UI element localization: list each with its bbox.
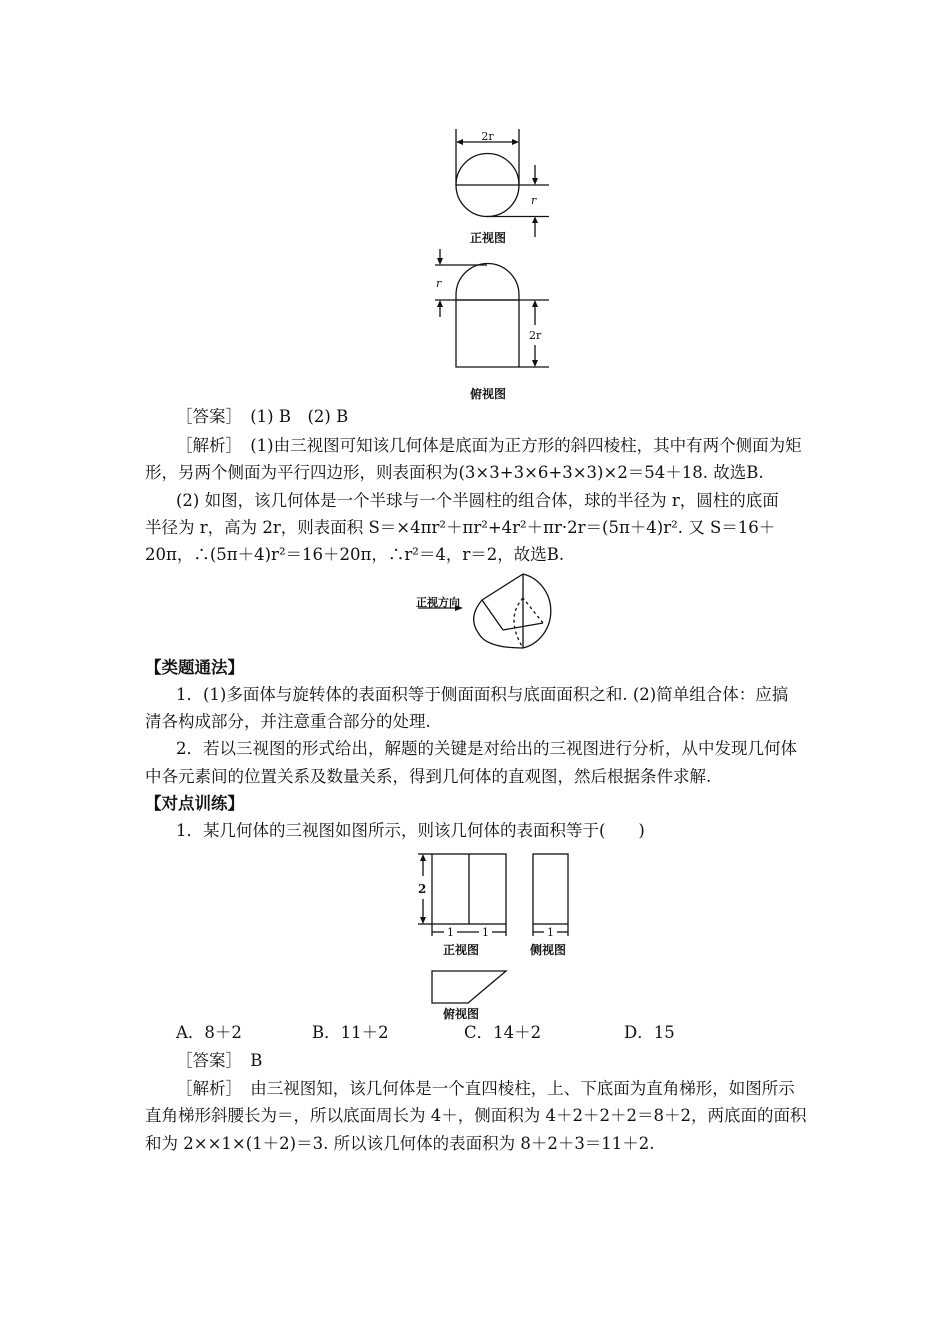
top-view-figure [425,245,565,380]
top-view-caption: 俯视图 [470,387,507,401]
analysis-1-line-1: ［解析］ (1)由三视图可知该几何体是底面为正方形的斜四棱柱，其中有两个侧面为矩 [176,436,802,455]
view-direction-label: 正视方向 [416,596,460,609]
analysis-2-line-1: (2) 如图，该几何体是一个半球与一个半圆柱的组合体，球的半径为 r，圆柱的底面 [176,491,779,510]
method-2-line-1: 2．若以三视图的形式给出，解题的关键是对给出的三视图进行分析，从中发现几何体 [176,739,797,758]
dim-2r-label: 2r [481,130,494,143]
dim-r-label: r [531,194,537,207]
side-width-dim-label: 1 [547,926,554,939]
height-dim-label: 2 [418,882,427,896]
top-view-caption-2: 俯视图 [443,1007,480,1021]
three-view-figure [410,845,580,1015]
width-dim-2-label: 1 [482,926,489,939]
front-view-caption: 正视图 [470,231,507,245]
dim-r-label-2: r [436,277,442,290]
option-d: D．15 [624,1023,675,1042]
method-1-line-2: 清各构成部分，并注意重合部分的处理. [145,712,431,731]
heading-training: 【对点训练】 [145,794,244,813]
option-a: A．8＋2 [176,1023,242,1042]
side-view-caption: 侧视图 [530,943,567,957]
front-view-caption-2: 正视图 [443,943,480,957]
option-b: B．11＋2 [312,1023,389,1042]
answer-1: ［答案］ (1) B (2) B [176,407,349,426]
solid-figure [415,568,575,653]
analysis-1-line-2: 形，另两个侧面为平行四边形，则表面积为(3×3+3×6+3×3)×2＝54＋18. 故选B. [145,463,764,482]
method-1-line-1: 1．(1)多面体与旋转体的表面积等于侧面面积与底面面积之和. (2)简单组合体：应搞 [176,685,789,704]
dim-2r-label-2: 2r [529,329,542,342]
question-1: 1．某几何体的三视图如图所示，则该几何体的表面积等于( ) [176,821,645,840]
analysis-2-line-2: 半径为 r，高为 2r，则表面积 S＝×4πr²＋πr²+4r²＋πr·2r＝(5π＋4)r². 又 S＝16＋ [145,518,776,537]
option-c: C．14＋2 [464,1023,542,1042]
analysis-3-line-2: 直角梯形斜腰长为＝，所以底面周长为 4＋，侧面积为 4＋2＋2＋2＝8＋2，两底面的面积 [145,1106,807,1125]
method-2-line-2: 中各元素间的位置关系及数量关系，得到几何体的直观图，然后根据条件求解. [145,767,712,786]
analysis-2-line-3: 20π，∴(5π＋4)r²＝16＋20π，∴r²＝4，r＝2，故选B. [145,545,565,564]
analysis-3-line-3: 和为 2××1×(1＋2)＝3. 所以该几何体的表面积为 8＋2＋3＝11＋2. [145,1134,655,1153]
width-dim-1-label: 1 [447,926,454,939]
analysis-3-line-1: ［解析］ 由三视图知，该几何体是一个直四棱柱，上、下底面为直角梯形，如图所示 [176,1079,795,1098]
heading-method: 【类题通法】 [145,658,244,677]
answer-2: ［答案］ B [176,1051,263,1070]
